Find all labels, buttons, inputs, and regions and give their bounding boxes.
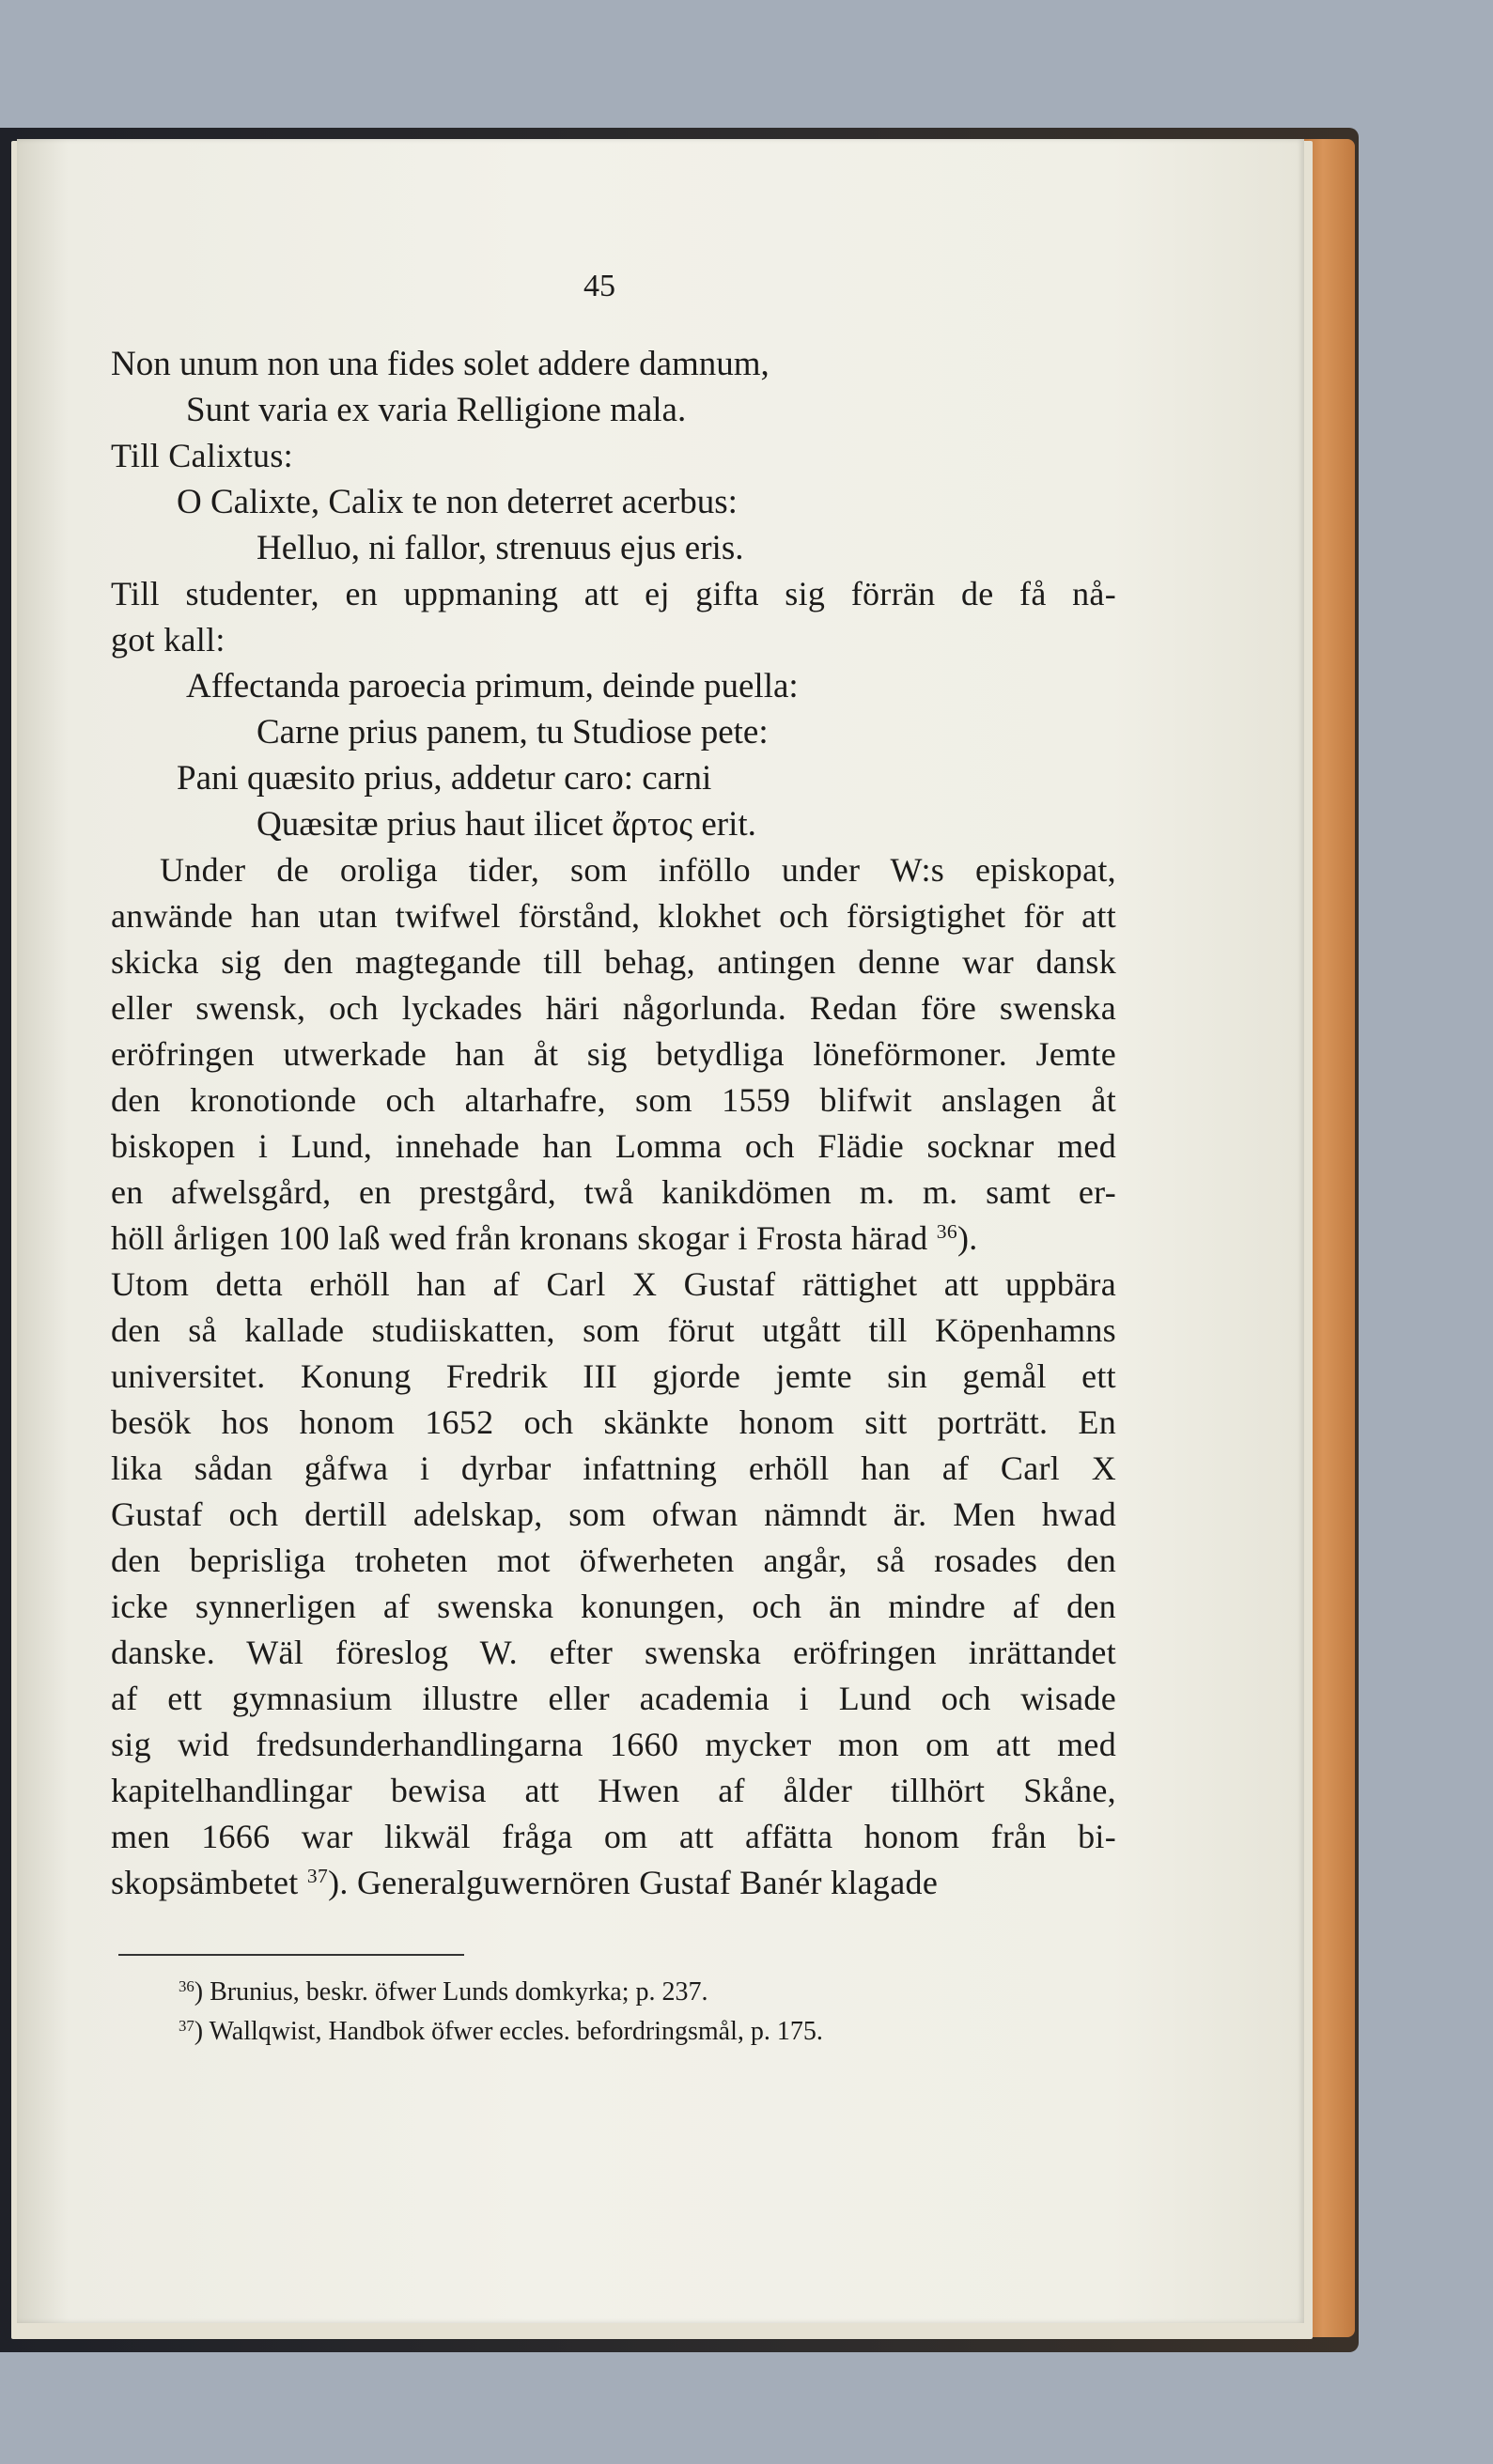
page-number: 45	[583, 269, 615, 303]
text-line: Utom detta erhöll han af Carl X Gustaf rättighet att uppbära	[111, 1265, 1116, 1303]
text-line: en afwelsgård, en prestgård, twå kanikdömen m. m. samt er-	[111, 1173, 1116, 1211]
footnote-mark: 36	[179, 1976, 194, 1995]
verse-line: O Calixte, Calix te non deterret acerbus:	[177, 483, 738, 521]
footnote-ref-36: 36	[936, 1220, 957, 1244]
text-line: danske. Wäl föreslog W. efter swenska eröfringen inrättandet	[111, 1634, 1116, 1671]
verse-line: Carne prius panem, tu Studiose pete:	[257, 713, 769, 752]
text-line: den kronotionde och altarhafre, som 1559 blifwit anslagen åt	[111, 1081, 1116, 1119]
text-line	[111, 1860, 1116, 1906]
text-line	[111, 1216, 1116, 1262]
text-line: kapitelhandlingar bewisa att Hwen af ålder tillhört Skåne,	[111, 1772, 1116, 1809]
text-line: den beprisliga troheten mot öfwerheten angår, så rosades den	[111, 1542, 1116, 1579]
footnote-mark: 37	[179, 2016, 194, 2035]
footnotes	[179, 1973, 1024, 2052]
text-line: Under de oroliga tider, som inföllo under W:s episkopat,	[160, 851, 1116, 889]
footnote-text: ) Wallqwist, Handbok öfwer eccles. befordringsmål, p. 175.	[194, 2017, 823, 2046]
page-text	[111, 341, 1116, 1906]
text-line: anwände han utan twifwel förstånd, klokhet och försigtighet för att	[111, 897, 1116, 935]
text-line: lika sådan gåfwa i dyrbar infattning erhöll han af Carl X	[111, 1449, 1116, 1487]
verse-line: Pani quæsito prius, addetur caro: carni	[177, 759, 712, 798]
text-line: Till Calixtus:	[111, 437, 293, 474]
text-line: icke synnerligen af swenska konungen, och än mindre af den	[111, 1588, 1116, 1625]
verse-line: Sunt varia ex varia Relligione mala.	[186, 391, 687, 429]
text-line: sig wid fredsunderhandlingarna 1660 myckeт mon om att med	[111, 1726, 1116, 1763]
text-line: eröfringen utwerkade han åt sig betydliga löneförmoner. Jemte	[111, 1035, 1116, 1073]
verse-line: Affectanda paroecia primum, deinde puella:	[186, 667, 799, 705]
text-span: ). Generalguwernören Gustaf Banér klagade	[328, 1864, 939, 1901]
text-span: skopsämbetet	[111, 1864, 299, 1901]
text-line: skicka sig den magtegande till behag, antingen denne war dansk	[111, 943, 1116, 981]
footnote-ref-37: 37	[306, 1865, 329, 1888]
verse-line: Non unum non una fides solet addere damnum,	[111, 345, 770, 383]
verse-line: Quæsitæ prius haut ilicet ἄρτος erit.	[257, 805, 756, 844]
text-line: den så kallade studiiskatten, som förut utgått till Köpenhamns	[111, 1311, 1116, 1349]
footnote	[179, 2012, 1024, 2052]
book-page	[17, 139, 1304, 2323]
verse-line: Helluo, ni fallor, strenuus ejus eris.	[257, 529, 744, 567]
text-span: höll årligen 100 laß wed från kronans skogar i Frosta härad	[111, 1219, 928, 1257]
text-span: ).	[956, 1219, 978, 1257]
footnote-rule	[118, 1954, 464, 1956]
text-line: men 1666 war likwäl fråga om att affätta honom från bi-	[111, 1818, 1116, 1855]
text-line: got kall:	[111, 621, 226, 659]
text-line: Gustaf och dertill adelskap, som ofwan nämndt är. Men hwad	[111, 1495, 1116, 1533]
text-line: eller swensk, och lyckades häri någorlunda. Redan före swenska	[111, 989, 1116, 1027]
text-line: af ett gymnasium illustre eller academia i Lund och wisade	[111, 1680, 1116, 1717]
text-line: besök hos honom 1652 och skänkte honom sitt porträtt. En	[111, 1403, 1116, 1441]
text-line: universitet. Konung Fredrik III gjorde jemte sin gemål ett	[111, 1357, 1116, 1395]
footnote	[179, 1973, 1024, 2012]
text-line: Till studenter, en uppmaning att ej gifta sig förrän de få nå-	[111, 575, 1116, 612]
footnote-text: ) Brunius, beskr. öfwer Lunds domkyrka; p. 237.	[194, 1977, 708, 2007]
text-line: biskopen i Lund, innehade han Lomma och Flädie socknar med	[111, 1127, 1116, 1165]
